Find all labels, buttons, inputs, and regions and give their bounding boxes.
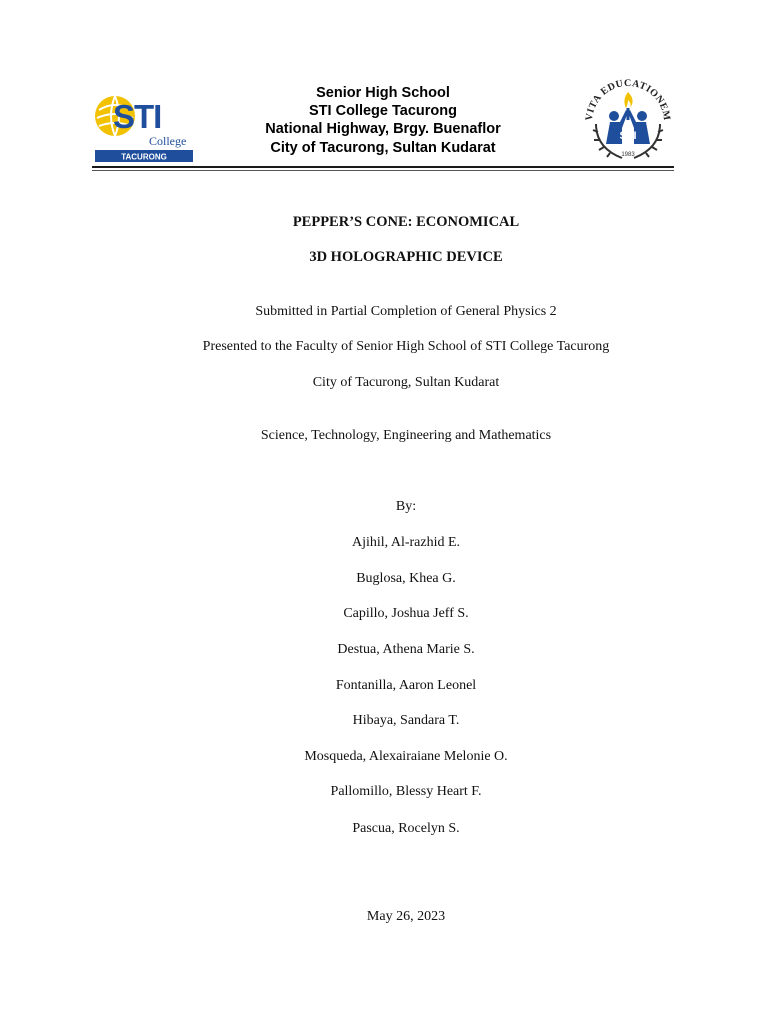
author-name: Hibaya, Sandara T. <box>352 713 460 728</box>
header-line-school: Senior High School <box>316 85 450 101</box>
submission-city: City of Tacurong, Sultan Kudarat <box>312 375 500 390</box>
submission-faculty: Presented to the Faculty of Senior High School of STI College Tacurong <box>202 339 610 354</box>
school-header <box>230 84 536 157</box>
paper-title-line1: PEPPER’S CONE: ECONOMICAL <box>292 214 520 230</box>
vita-educationem-seal <box>582 70 674 166</box>
strand: Science, Technology, Engineering and Mathematics <box>260 428 552 443</box>
by-label: By: <box>395 499 417 514</box>
logo-sub-text: College <box>149 134 187 148</box>
author-name: Destua, Athena Marie S. <box>337 642 475 657</box>
author-name: Mosqueda, Alexairaiane Melonie O. <box>304 749 508 764</box>
author-name: Pascua, Rocelyn S. <box>352 821 460 836</box>
author-name: Pallomillo, Blessy Heart F. <box>330 784 482 799</box>
logo-brand-text: STI <box>113 98 162 135</box>
header-line-address: National Highway, Brgy. Buenaflor <box>265 121 501 138</box>
logo-banner-text: TACURONG <box>121 152 167 162</box>
sti-college-logo <box>93 86 195 164</box>
author-name: Buglosa, Khea G. <box>356 571 456 586</box>
author-name: Ajihil, Al-razhid E. <box>351 535 461 550</box>
author-name: Capillo, Joshua Jeff S. <box>343 606 469 621</box>
header-line-city: City of Tacurong, Sultan Kudarat <box>270 139 496 156</box>
header-divider <box>92 166 674 168</box>
seal-arc-text: VITA EDUCATIONEM <box>583 77 673 122</box>
submission-date: May 26, 2023 <box>366 909 446 924</box>
submission-purpose: Submitted in Partial Completion of General Physics 2 <box>255 304 557 319</box>
header-line-college: STI College Tacurong <box>309 103 457 120</box>
header-divider-thin <box>92 170 674 171</box>
author-name: Fontanilla, Aaron Leonel <box>335 678 477 693</box>
seal-year-text: 1983 <box>621 152 635 158</box>
seal-center-text: STI <box>619 130 637 142</box>
paper-title-line2: 3D HOLOGRAPHIC DEVICE <box>309 249 503 265</box>
